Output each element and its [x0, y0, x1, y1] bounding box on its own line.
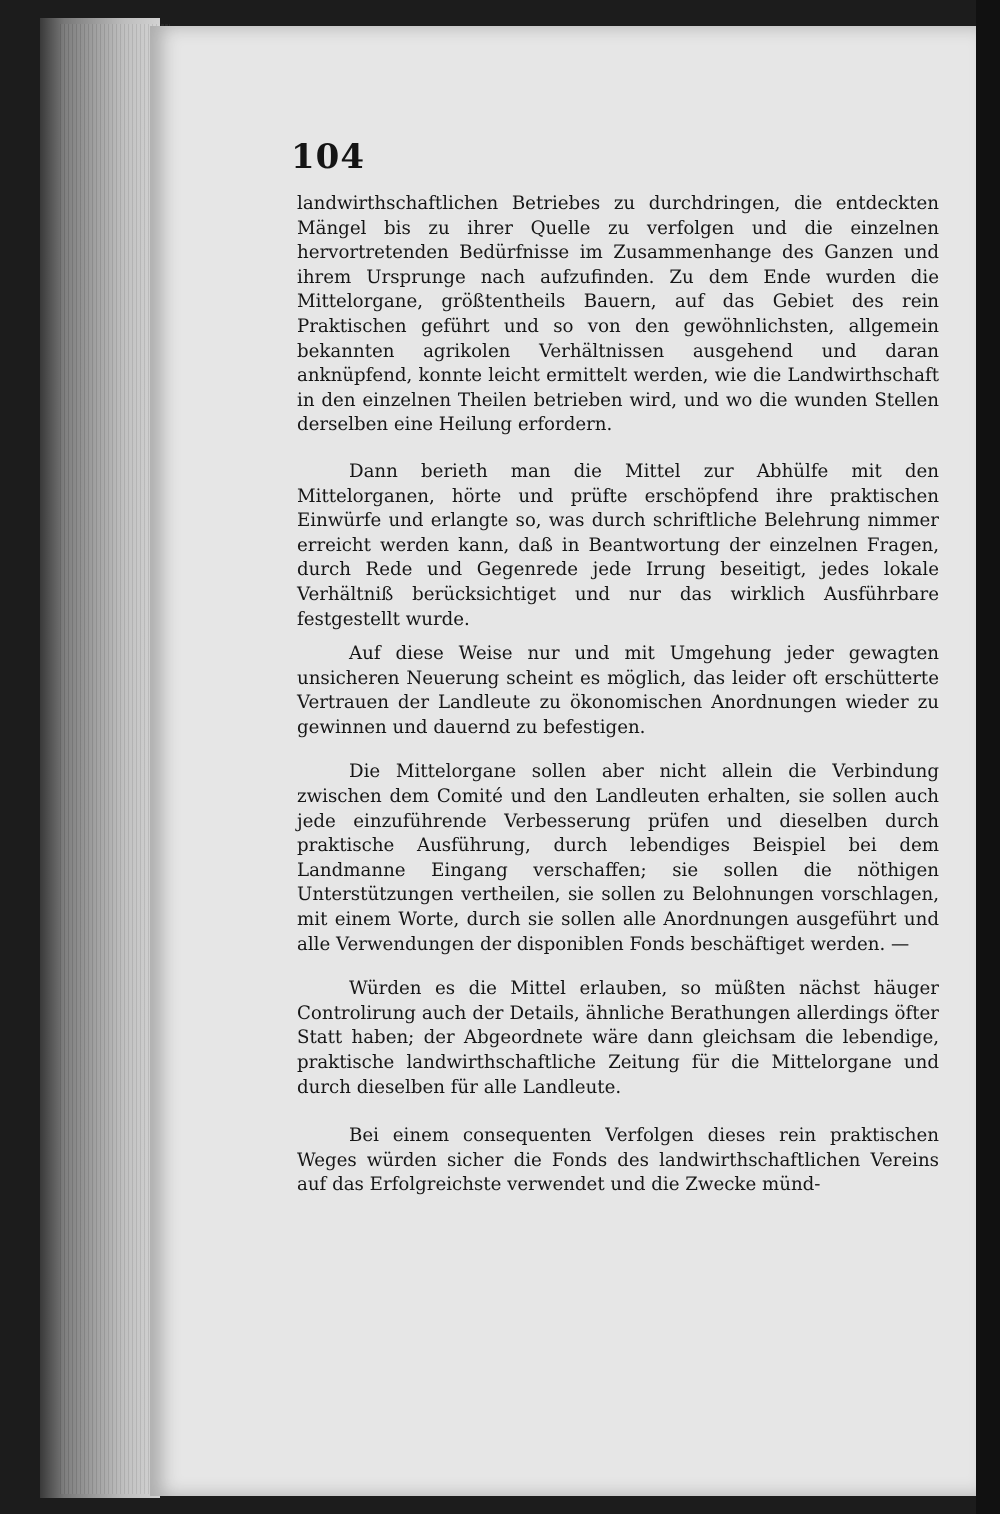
paragraph: Die Mittelorgane sollen aber nicht allein die Verbindung zwischen dem Comité und den Landleuten erhalten, sie sollen auch jede einzuführende Verbesserung prüfen und dieselben durch praktische Ausführung, durch lebendiges Beispiel bei dem Landmanne Eingang verschaffen; sie sollen die nöthigen Unterstützungen vertheilen, sie sollen zu Belohnungen vorschlagen, mit einem Worte, durch sie sollen alle Anordnungen ausgeführt und alle Verwendungen der disponiblen Fonds beschäftiget werden. —: [297, 761, 939, 955]
paragraph: Dann berieth man die Mittel zur Abhülfe mit den Mittelorganen, hörte und prüfte erschöpfend ihre praktischen Einwürfe und erlangte so, was durch schriftliche Belehrung nimmer erreicht werden kann, daß in Beantwortung der einzelnen Fragen, durch Rede und Gegenrede jede Irrung beseitigt, jedes lokale Verhältniß berücksichtiget und nur das wirklich Ausführbare festgestellt wurde.: [297, 460, 939, 630]
scan-right-border: [976, 0, 1000, 1514]
paragraph: Würden es die Mittel erlauben, so müßten nächst häuger Controlirung auch der Details, ähnliche Berathungen allerdings öfter Statt haben; der Abgeordnete wäre dann gleichsam die lebendige, praktische landwirthschaftliche Zeitung für die Mittelorgane und durch dieselben für alle Landleute.: [297, 978, 939, 1098]
page-text-body: [297, 192, 939, 1198]
paragraph: landwirthschaftlichen Betriebes zu durchdringen, die entdeckten Mängel bis zu ihrer Quelle zu verfolgen und die einzelnen hervortretenden Bedürfnisse im Zusammenhange des Ganzen und ihrem Ursprunge nach aufzufinden. Zu dem Ende wurden die Mittelorgane, größtentheils Bauern, auf das Gebiet des rein Praktischen geführt und so von den gewöhnlichsten, allgemein bekannten agrikolen Verhältnissen ausgehend und daran anknüpfend, konnte leicht ermittelt werden, wie die Landwirthschaft in den einzelnen Theilen betrieben wird, und wo die wunden Stellen derselben eine Heilung erfordern.: [297, 193, 939, 436]
paragraph: Bei einem consequenten Verfolgen dieses rein praktischen Weges würden sicher die Fonds des landwirthschaftlichen Vereins auf das Erfolgreichste verwendet und die Zwecke münd-: [297, 1125, 939, 1196]
page-number: 104: [291, 137, 365, 177]
paragraph: Auf diese Weise nur und mit Umgehung jeder gewagten unsicheren Neuerung scheint es möglich, das leider oft erschütterte Vertrauen der Landleute zu ökonomischen Anordnungen wieder zu gewinnen und dauernd zu befestigen.: [297, 643, 939, 738]
